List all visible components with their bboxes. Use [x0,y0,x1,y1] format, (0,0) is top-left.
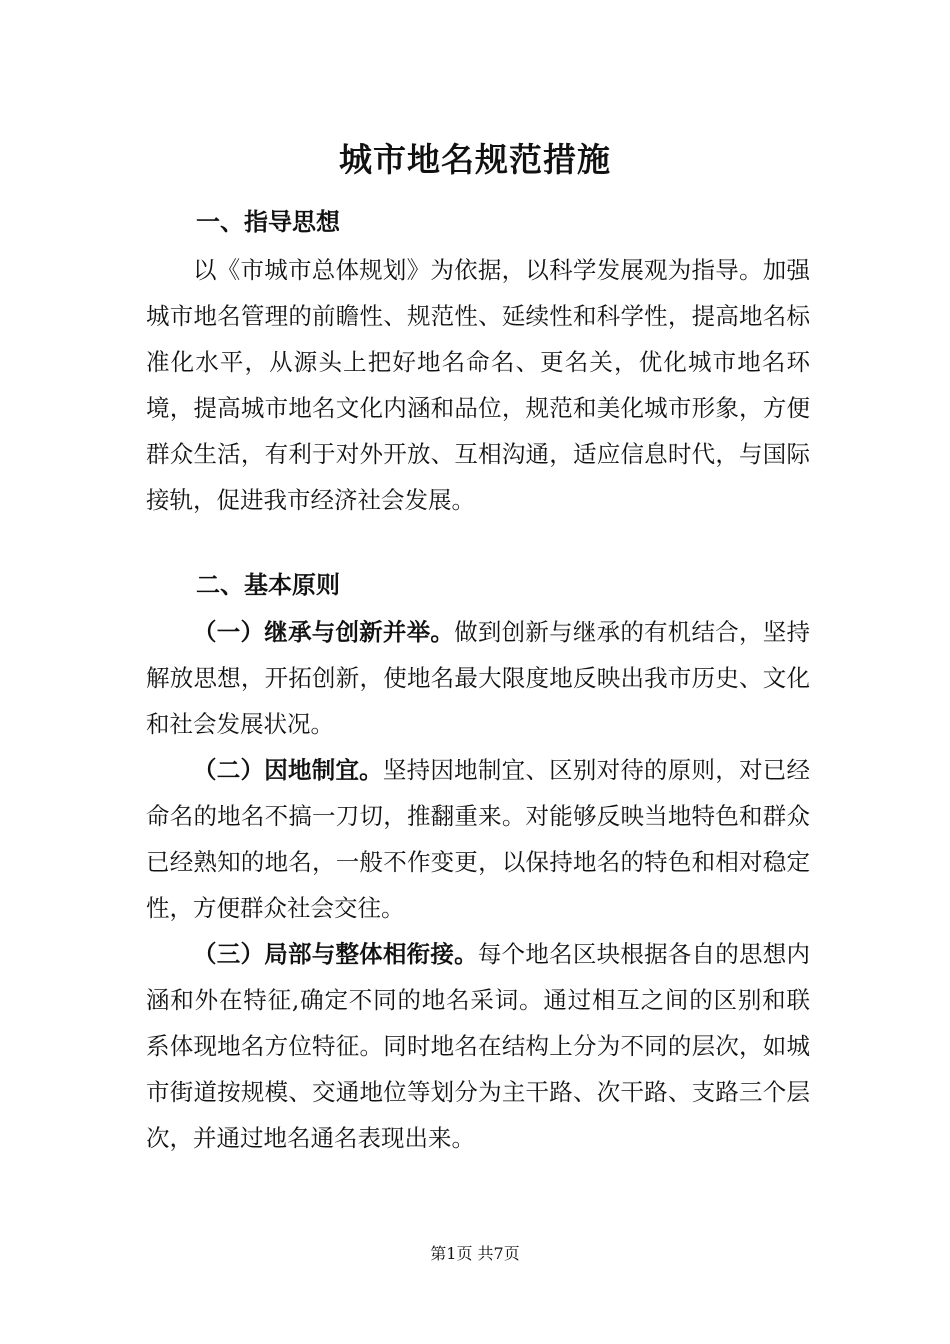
principle-1-text: 做到创新与继承的有机结合，坚持解放思想，开拓创新，使地名最大限度地反映出我市历史、文化和社会发展状况。 [146,618,811,738]
principle-3-lead: （三）局部与整体相衔接。 [193,940,478,968]
guiding-ideology-paragraph: 以《市城市总体规划》为依据，以科学发展观为指导。加强城市地名管理的前瞻性、规范性、延续性和科学性，提高地名标准化水平，从源头上把好地名命名、更名关，优化城市地名环境，提高城市地名文化内涵和品位，规范和美化城市形象，方便群众生活，有利于对外开放、互相沟通，适应信息时代，与国际接轨，促进我市经济社会发展。 [146,256,810,514]
principle-paragraph-1 [146,609,810,747]
document-title: 城市地名规范措施 [339,140,611,179]
page-number-footer: 第1页 共7页 [430,1244,520,1263]
principle-3-text: 每个地名区块根据各自的思想内涵和外在特征,确定不同的地名采词。通过相互之间的区别和联系体现地名方位特征。同时地名在结构上分为不同的层次，如城市街道按规模、交通地位等划分为主干路、次干路、支路三个层次，并通过地名通名表现出来。 [146,940,811,1152]
principle-2-text: 坚持因地制宜、区别对待的原则，对已经命名的地名不搞一刀切，推翻重来。对能够反映当地特色和群众已经熟知的地名，一般不作变更，以保持地名的特色和相对稳定性，方便群众社会交往。 [146,756,811,922]
principle-2-lead: （二）因地制宜。 [193,756,383,784]
section-heading-basic-principles: 二、基本原则 [196,571,340,599]
principle-1-lead: （一）继承与创新并举。 [193,618,455,646]
principle-paragraph-2 [146,747,810,931]
section-heading-guiding-ideology: 一、指导思想 [196,208,340,236]
principle-paragraph-3 [146,931,810,1161]
